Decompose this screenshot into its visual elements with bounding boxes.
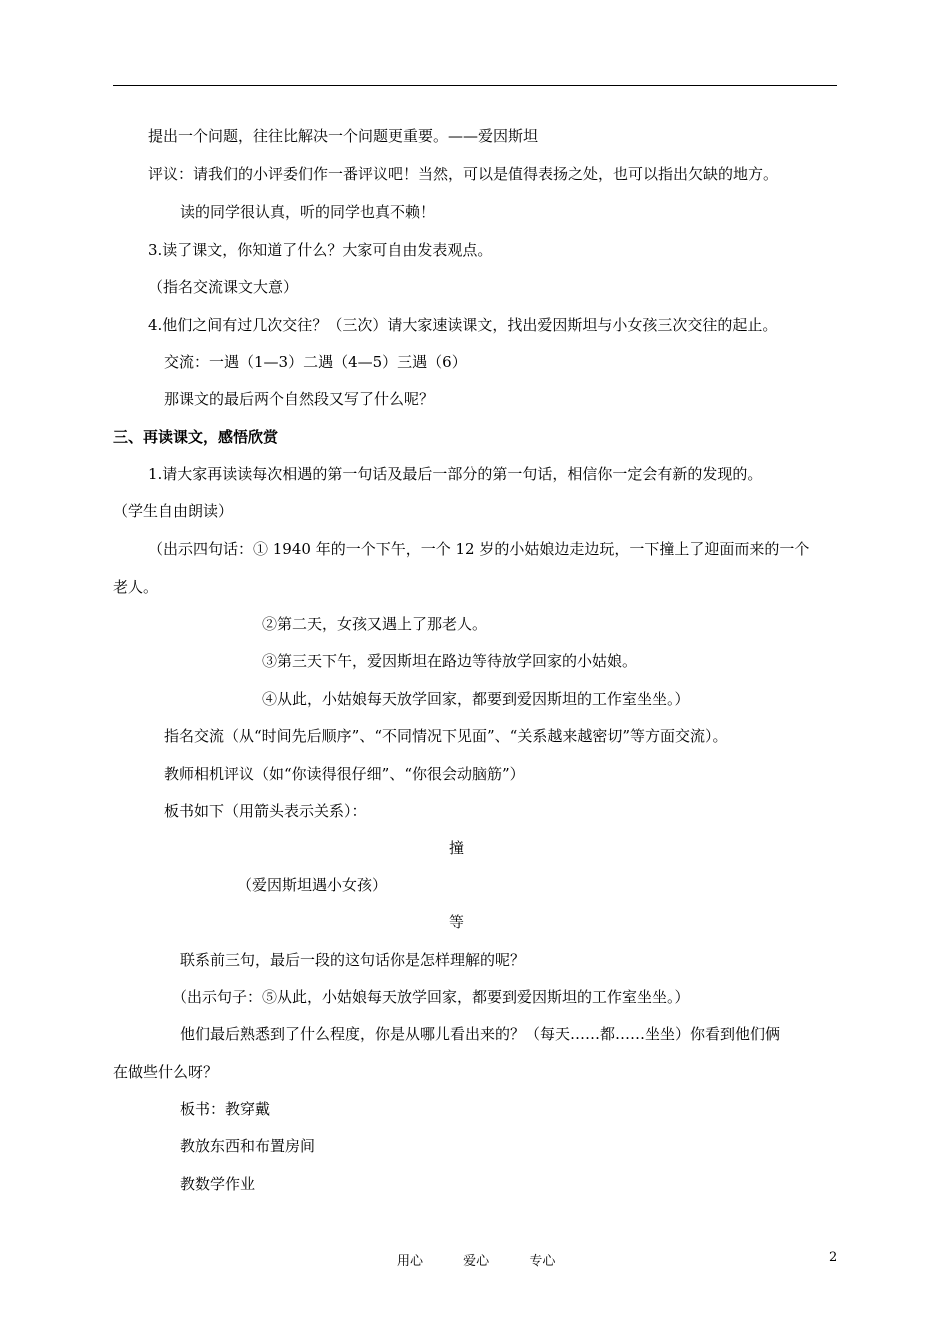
text-line: 联系前三句，最后一段的这句话你是怎样理解的呢？ [180,951,526,969]
board-label: （爱因斯坦遇小女孩） [237,876,388,894]
text-line: （出示四句话：① 1940 年的一个下午，一个 12 岁的小姑娘边走边玩，一下撞上了迎面而来的一个 [148,540,810,558]
text-line: 评议：请我们的小评委们作一番评议吧！当然，可以是值得表扬之处，也可以指出欠缺的地方。 [148,165,779,183]
text-line: （学生自由朗读） [113,502,234,520]
footer-motto [397,1250,577,1269]
section-heading: 三、再读课文，感悟欣赏 [113,428,279,446]
footer-item: 专心 [529,1254,556,1269]
text-line: 老人。 [113,578,159,596]
text-line: 读的同学很认真，听的同学也真不赖！ [180,203,436,221]
text-line: 在做些什么呀？ [113,1063,219,1081]
text-line: ④从此，小姑娘每天放学回家，都要到爱因斯坦的工作室坐坐。） [262,690,690,708]
text-line: 3.读了课文，你知道了什么？大家可自由发表观点。 [148,241,493,259]
text-line: 4.他们之间有过几次交往？（三次）请大家速读课文，找出爱因斯坦与小女孩三次交往的起止。 [148,316,778,334]
text-line: 教数学作业 [180,1175,256,1193]
text-line: 交流：一遇（1—3）二遇（4—5）三遇（6） [164,353,467,371]
board-word: 等 [449,913,465,931]
text-line: 提出一个问题，往往比解决一个问题更重要。——爱因斯坦 [148,127,539,145]
text-line: 那课文的最后两个自然段又写了什么呢？ [164,390,435,408]
text-line: （出示句子：⑤从此，小姑娘每天放学回家，都要到爱因斯坦的工作室坐坐。） [172,988,690,1006]
text-line: ②第二天，女孩又遇上了那老人。 [262,615,488,633]
text-line: 教放东西和布置房间 [180,1137,316,1155]
text-line: 板书如下（用箭头表示关系）： [164,802,367,820]
text-line: ③第三天下午，爱因斯坦在路边等待放学回家的小姑娘。 [262,652,638,670]
board-word: 撞 [449,839,465,857]
page-number: 2 [829,1250,838,1265]
text-line: 板书：教穿戴 [180,1100,271,1118]
text-line: 指名交流（从“时间先后顺序”、“不同情况下见面”、“关系越来越密切”等方面交流）。 [164,727,728,745]
text-line: 他们最后熟悉到了什么程度，你是从哪儿看出来的？（每天……都……坐坐）你看到他们俩 [180,1025,781,1043]
text-line: 1.请大家再读读每次相遇的第一句话及最后一部分的第一句话，相信你一定会有新的发现的。 [148,465,763,483]
footer-item: 爱心 [463,1254,490,1269]
text-line: 教师相机评议（如“你读得很仔细”、“你很会动脑筋”） [164,765,525,783]
header-rule [113,85,837,86]
footer-item: 用心 [397,1254,424,1269]
text-line: （指名交流课文大意） [148,278,299,296]
